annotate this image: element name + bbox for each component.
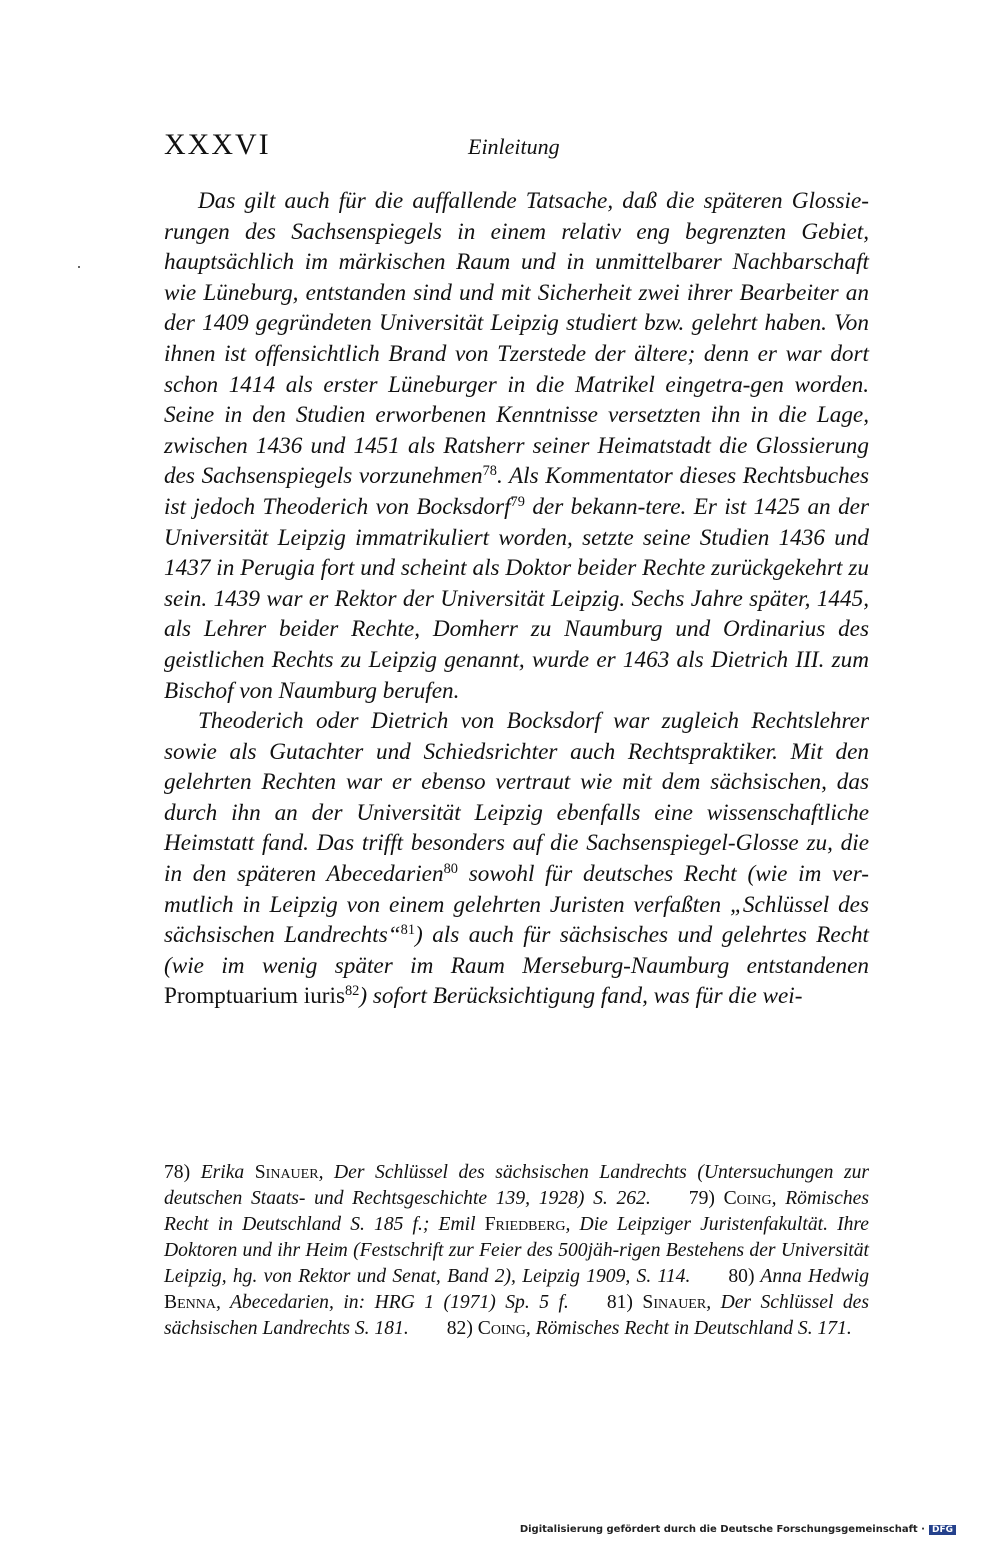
footnote-ref-79[interactable]: 79 [510,494,525,511]
scan-speck [78,266,80,268]
body-text [164,186,869,1012]
running-head: Einleitung [468,134,560,159]
footnote-ref-80[interactable]: 80 [443,861,458,878]
page-number: XXXVI [164,128,271,161]
promptuarium-title: Promptuarium iuris [164,983,345,1010]
dfg-logo[interactable]: DFG [929,1525,956,1535]
footnote-78-number: 78) [164,1162,191,1183]
footnote-ref-82[interactable]: 82 [344,983,360,1000]
footnote-80-number: 80) [728,1266,755,1287]
footnote-82-number: 82) [446,1318,473,1339]
footnote-81-number: 81) [606,1292,633,1313]
footnote-ref-78[interactable]: 78 [482,463,497,480]
paragraph-1: Das gilt auch für die auffallende Tatsache, daß die späteren Glossie-rungen des Sachsenspiegels in einem relativ eng begrenzten Gebiet, hauptsächlich im märkischen Raum und in unmittelbarer Nachbarschaft wie Lüneburg, entstanden sind und mit Sicherheit zwei ihrer Bearbeiter an der 1409 gegründeten Universität Leipzig studiert bzw. gelehrt haben. Von ihnen ist offensichtlich Brand von Tzerstede der ältere; denn er war dort schon 1414 als erster Lüneburger in die Matrikel eingetra-gen worden. Seine in den Studien erworbenen Kenntnisse versetzten ihn in die Lage, zwischen 1436 und 1451 als Ratsherr seiner Heimatstadt die Glossierung des Sachsenspiegels vorzunehmen$^{78}$. Als Kommentator dieses Rechtsbuches ist jedoch Theoderich von Bocksdorf$^{79}$ der bekann-tere. Er ist 1425 an der Universität Leipzig immatrikuliert worden, setzte seine Studien 1436 und 1437 in Perugia fort und scheint als Doktor beider Rechte zurückgekehrt zu sein. 1439 war er Rektor der Universität Leipzig. Sechs Jahre später, 1445, als Lehrer beider Rechte, Domherr zu Naumburg und Ordinarius des geistlichen Rechts zu Leipzig genannt, wurde er 1463 als Dietrich III. zum Bischof von Naumburg berufen. [164,188,869,704]
paragraph-2: Theoderich oder Dietrich von Bocksdorf war zugleich Rechtslehrer sowie als Gutachter und Schiedsrichter auch Rechtspraktiker. Mit den gelehrten Rechten war er ebenso vertraut wie mit dem sächsischen, das durch ihn an der Universität Leipzig ebenfalls eine wissenschaftliche Heimstatt fand. Das trifft besonders auf die Sachsenspiegel-Glosse zu, die in den späteren Abecedarien$^{80}$ sowohl für deutsches Recht (wie im ver-mutlich in Leipzig von einem gelehrten Juristen verfaßten „Schlüssel des sächsischen Landrechts“$^{81}$) als auch für sächsisches und gelehrtes Recht (wie im wenig später im Raum Merseburg-Naumburg entstandenen Promptuarium iuris$^{82}$) sofort Berücksichtigung fand, was für die wei- [164,708,869,1010]
footnotes-block: 78) Erika Sinauer, Der Schlüssel des sächsischen Landrechts (Untersuchungen zur deutschen Staats- und Rechtsgeschichte 139, 1928) S. 262. 79) Coing, Römisches Recht in Deutschland S. 185 f.; Emil Friedberg, Die Leipziger Juristenfakultät. Ihre Doktoren und ihr Heim (Festschrift zur Feier des 500jäh-rigen Bestehens der Universität Leipzig, hg. von Rektor und Senat, Band 2), Leipzig 1909, S. 114. 80) Anna Hedwig Benna, Abecedarien, in: HRG 1 (1971) Sp. 5 f. 81) Sinauer, Der Schlüssel des sächsischen Landrechts S. 181. 82) Coing, Römisches Recht in Deutschland S. 171. [164,1162,870,1339]
footnotes [164,1160,869,1342]
footnote-ref-81[interactable]: 81 [400,922,415,939]
digitization-credit: Digitalisierung gefördert durch die Deutsche Forschungsgemeinschaft · DFG [520,1524,956,1535]
footnote-79-number: 79) [688,1188,715,1209]
